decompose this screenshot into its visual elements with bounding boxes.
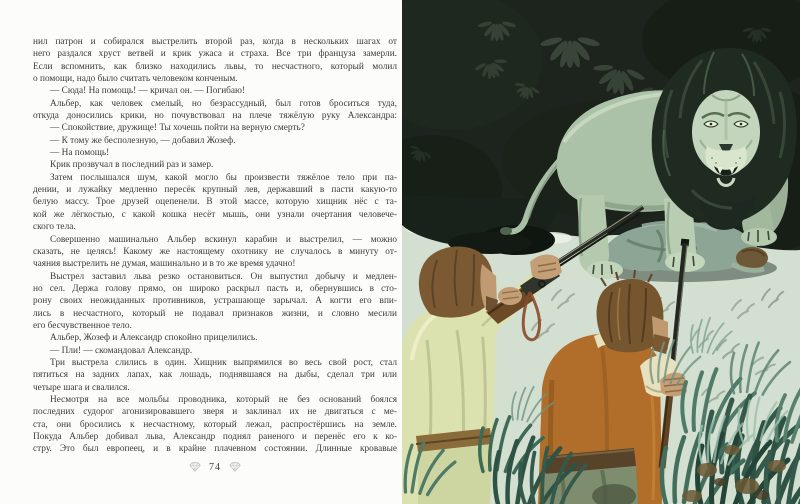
text-line: Выстрел заставил льва резко остановиться. Он выпустил добычу и медлен- bbox=[50, 271, 397, 282]
text-line: пятиться на задних лапах, как лошадь, поднявшаяся на дыбы, сделал три или bbox=[33, 370, 397, 381]
text-line: белую массу. Трое друзей оцепенели. В этой массе, которую хищник нёс с та- bbox=[33, 197, 397, 208]
page-footer bbox=[33, 459, 397, 475]
text-line: Затем послышался шум, какой могло бы произвести тяжёлое тело при па- bbox=[50, 172, 397, 183]
gem-ornament-icon bbox=[189, 462, 201, 472]
text-line: него раздался хруст ветвей и крик ужаса и страха. Все три француза замерли. bbox=[33, 49, 397, 60]
text-line: кой же лёгкостью, с какой кошка несёт мышь, они узнали очертания человече- bbox=[33, 209, 397, 220]
page-text bbox=[33, 36, 397, 456]
text-line: Если вспомнить, как близко находились львы, то несчастного, который молил bbox=[33, 61, 397, 72]
gem-ornament-icon bbox=[229, 462, 241, 472]
text-line: нил патрон и собирался выстрелить второй раз, когда в нескольких шагах от bbox=[33, 37, 397, 47]
text-line: — К тому же бесполезную, — добавил Жозеф. bbox=[50, 135, 236, 146]
text-line: сказать, не целясь! Какому же настоящему охотнику не случалось в минуту от- bbox=[33, 246, 397, 257]
page-number: 74 bbox=[209, 461, 221, 473]
text-line: лись в несчастного, который не подавал признаков жизни, и словно месили bbox=[33, 308, 397, 319]
illustration-night-lion-hunt bbox=[402, 0, 800, 504]
text-line: Крик прозвучал в последний раз и замер. bbox=[50, 160, 214, 171]
text-line: ста, они бросились к несчастному, который лежал, распростёршись на земле. bbox=[33, 419, 397, 430]
text-line: — На помощь! bbox=[50, 148, 110, 159]
text-line: его бесчувственное тело. bbox=[33, 320, 132, 331]
text-line: Альбер, как человек смелый, но безрассудный, был готов броситься туда, bbox=[50, 98, 397, 109]
text-line: рону своих неожиданных противников, устрашающе зарычал. А когти его впи- bbox=[33, 296, 397, 307]
text-line: откуда доносились крики, но почувствовал на плече тяжёлую руку Александра: bbox=[33, 111, 397, 122]
text-line: — Пли! — скомандовал Александр. bbox=[50, 345, 193, 356]
text-line: ского тела. bbox=[33, 222, 76, 233]
text-line: Три выстрела слились в один. Хищник выпрямился во весь свой рост, стал bbox=[50, 357, 397, 368]
text-line: но сел. Держа голову прямо, он широко раскрыл пасть и, обернувшись в сто- bbox=[33, 283, 397, 294]
text-line: последних судорог агонизировавшего зверя и заклинал их не двигаться с ме- bbox=[33, 407, 397, 418]
text-line: дении, и лужайку медленно пересёк крупный лев, державший в пасти какую-то bbox=[33, 185, 397, 196]
text-line: о помощи, надо было считать человеком конченым. bbox=[33, 74, 238, 85]
text-line: Альбер, Жозеф и Александр спокойно прицелились. bbox=[50, 333, 258, 344]
text-line: Совершенно машинально Альбер вскинул карабин и выстрелил, — можно bbox=[50, 234, 397, 245]
text-line: стру. Это был европеец, и в крайне плачевном состоянии. Длинные кровавые bbox=[33, 444, 397, 455]
text-line: Несмотря на все мольбы проводника, который не без оснований боялся bbox=[50, 394, 397, 405]
text-line: — Спокойствие, дружище! Ты хочешь пойти на верную смерть? bbox=[50, 123, 305, 134]
text-line: — Сюда! На помощь! — кричал он. — Погибаю! bbox=[50, 86, 246, 97]
text-line: чаяния выстрелить не думая, машинально и в то же время удачно! bbox=[33, 259, 296, 270]
text-line: четыре шага и свалился. bbox=[33, 382, 130, 393]
text-line: Покуда Альбер добивал льва, Александр поднял раненого и перенёс его к ко- bbox=[33, 432, 397, 442]
